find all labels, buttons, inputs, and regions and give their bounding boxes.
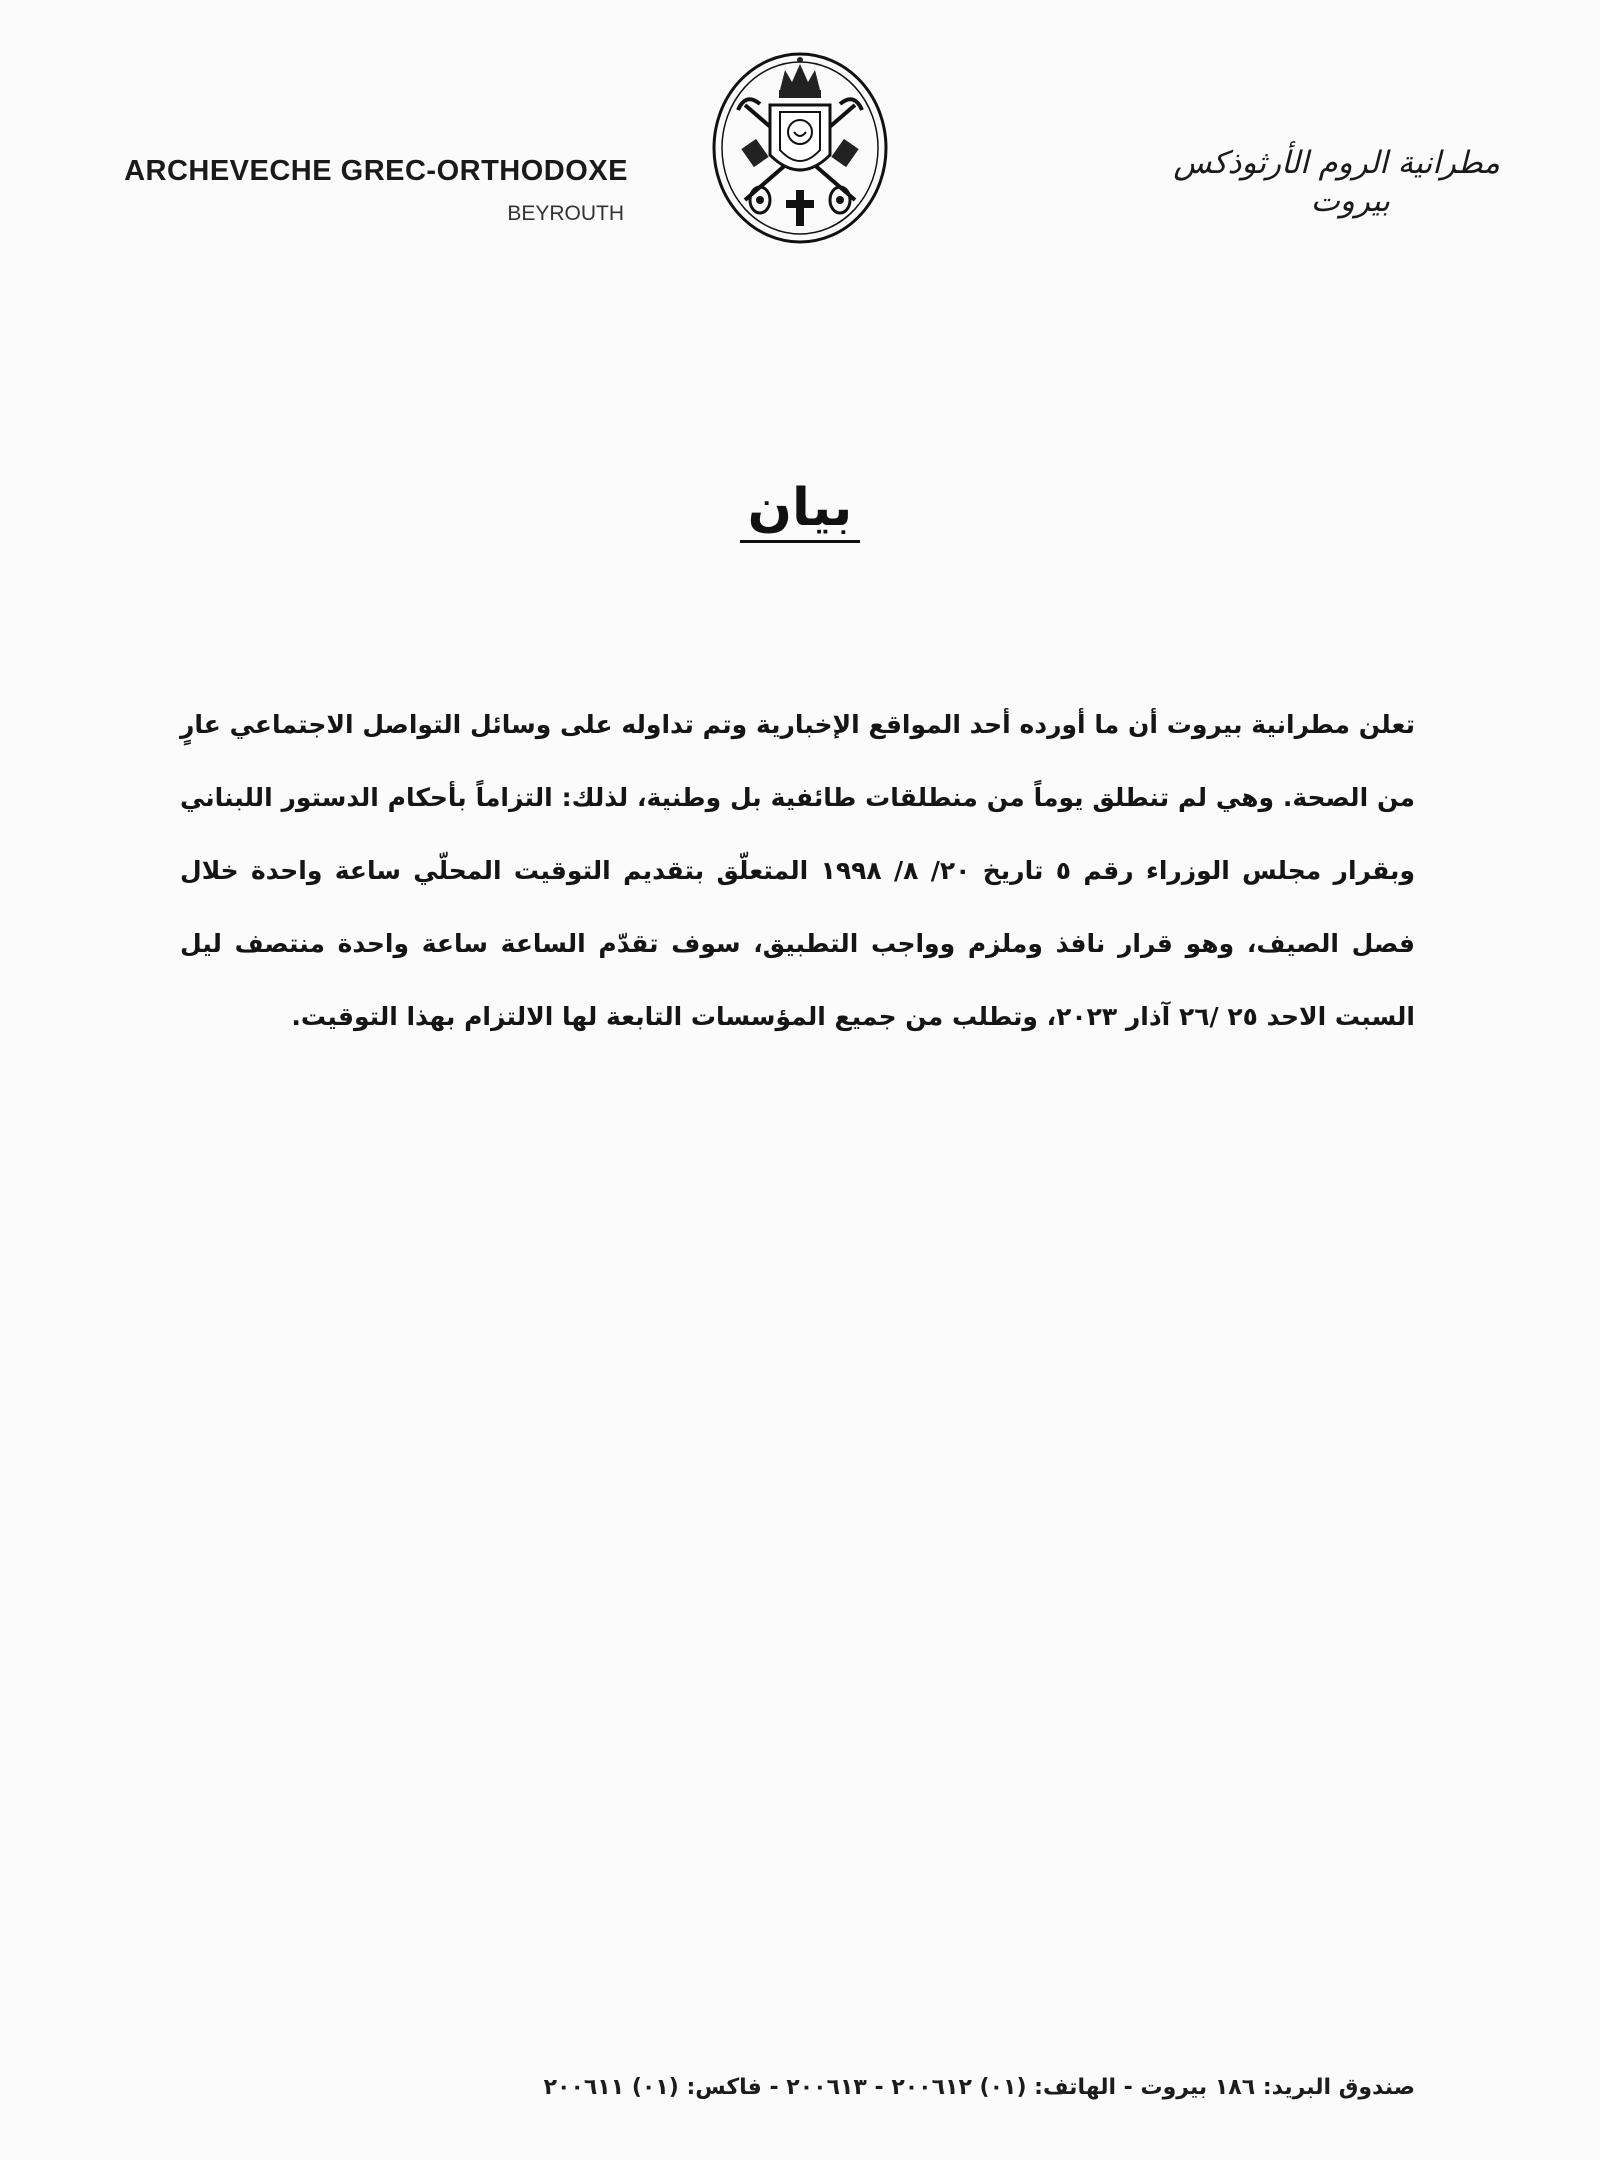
document-title: [0, 478, 1600, 543]
arabic-organization-name: مطرانية الروم الأرثوذكس: [1173, 145, 1500, 181]
latin-organization-name: ARCHEVECHE GREC-ORTHODOXE: [124, 155, 628, 187]
letterhead-arabic: [980, 145, 1500, 219]
letterhead-latin: [108, 155, 628, 226]
arabic-city-name: بيروت: [1310, 183, 1390, 219]
archdiocese-seal-icon: [710, 50, 890, 245]
contact-footer: صندوق البريد: ١٨٦ بيروت - الهاتف: (٠١) ٢٠٠٦١٢ - ٢٠٠٦١٣ - فاكس: (٠١) ٢٠٠٦١١: [543, 2075, 1415, 2100]
statement-body: تعلن مطرانية بيروت أن ما أورده أحد المواقع الإخبارية وتم تداوله على وسائل التواصل الاجتماعي عارٍ من الصحة. وهي لم تنطلق يوماً من منطلقات طائفية بل وطنية، لذلك: التزاماً بأحكام الدستور اللبناني وبقرار مجلس الوزراء رقم ٥ تاريخ ٢٠/ ٨/ ١٩٩٨ المتعلّق بتقديم التوقيت المحلّي ساعة واحدة خلال فصل الصيف، وهو قرار نافذ وملزم وواجب التطبيق، سوف تقدّم الساعة ساعة واحدة منتصف ليل السبت الاحد ٢٥ /٢٦ آذار ٢٠٢٣، وتطلب من جميع المؤسسات التابعة لها الالتزام بهذا التوقيت.: [180, 710, 1415, 1031]
title-text: بيان: [740, 478, 861, 543]
latin-city-name: BEYROUTH: [507, 202, 624, 225]
